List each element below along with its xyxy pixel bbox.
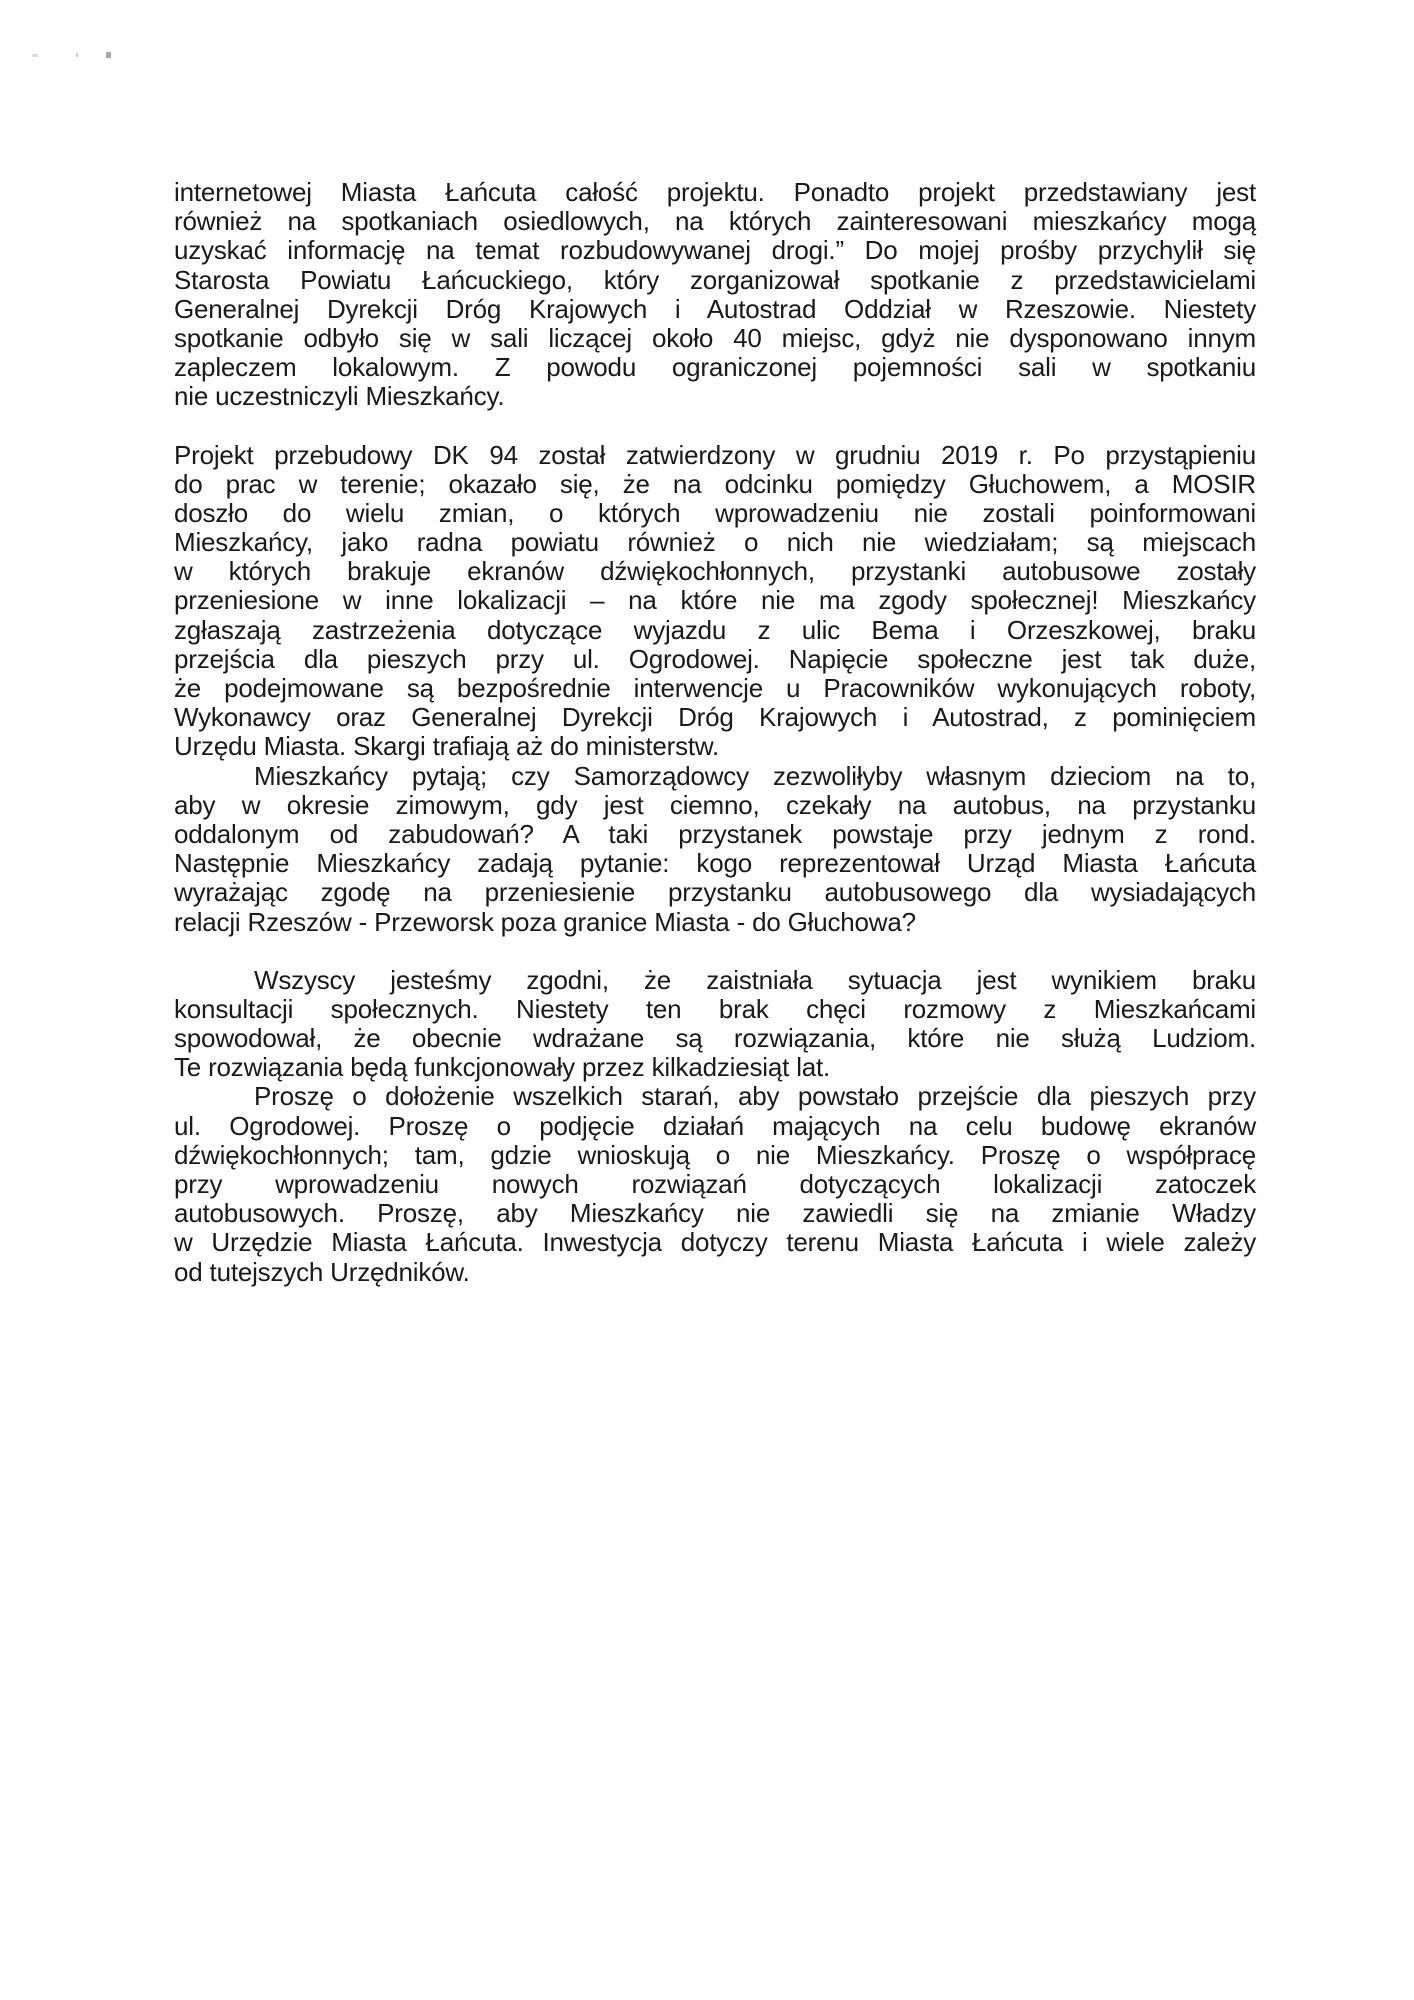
text-line: dźwiękochłonnych; tam, gdzie wnioskują o nie Mieszkańcy. Proszę o współpracę <box>174 1139 1256 1170</box>
text-line: zgłaszają zastrzeżenia dotyczące wyjazdu z ulic Bema i Orzeszkowej, braku <box>174 614 1256 645</box>
paragraph-spacer <box>174 412 1256 441</box>
scan-dot <box>106 52 111 58</box>
text-line: Mieszkańcy, jako radna powiatu również o nich nie wiedziałam; są miejscach <box>174 527 1256 558</box>
text-line: relacji Rzeszów - Przeworsk poza granice Miasta - do Głuchowa? <box>174 906 916 937</box>
text-line: Mieszkańcy pytają; czy Samorządowcy zezwoliłyby własnym dzieciom na to, <box>254 760 1256 791</box>
text-line: od tutejszych Urzędników. <box>174 1256 470 1287</box>
text-line: w których brakuje ekranów dźwiękochłonnych, przystanki autobusowe zostały <box>174 556 1256 587</box>
scan-dot <box>32 54 38 57</box>
text-line: zapleczem lokalowym. Z powodu ograniczonej pojemności sali w spotkaniu <box>174 352 1256 383</box>
text-line: Wykonawcy oraz Generalnej Dyrekcji Dróg Krajowych i Autostrad, z pominięciem <box>174 702 1256 733</box>
text-line: Proszę o dołożenie wszelkich starań, aby powstało przejście dla pieszych przy <box>254 1081 1256 1112</box>
text-line: Generalnej Dyrekcji Dróg Krajowych i Autostrad Oddział w Rzeszowie. Niestety <box>174 293 1256 324</box>
scan-artifacts <box>28 50 128 62</box>
paragraph <box>174 762 1256 937</box>
text-line: do prac w terenie; okazało się, że na odcinku pomiędzy Głuchowem, a MOSIR <box>174 468 1256 499</box>
scan-dot <box>76 53 78 57</box>
text-line: aby w okresie zimowym, gdy jest ciemno, czekały na autobus, na przystanku <box>174 789 1256 820</box>
text-line: nie uczestniczyli Mieszkańcy. <box>174 381 505 412</box>
paragraph <box>174 178 1256 412</box>
text-line: Urzędu Miasta. Skargi trafiają aż do ministerstw. <box>174 731 720 762</box>
text-line: również na spotkaniach osiedlowych, na których zainteresowani mieszkańcy mogą <box>174 206 1256 237</box>
text-line: Projekt przebudowy DK 94 został zatwierdzony w grudniu 2019 r. Po przystąpieniu <box>174 439 1256 470</box>
text-line: uzyskać informację na temat rozbudowywanej drogi.” Do mojej prośby przychylił się <box>174 235 1256 266</box>
text-line: spotkanie odbyło się w sali liczącej około 40 miejsc, gdyż nie dysponowano innym <box>174 322 1256 353</box>
text-line: Wszyscy jesteśmy zgodni, że zaistniała sytuacja jest wynikiem braku <box>254 964 1256 995</box>
text-line: konsultacji społecznych. Niestety ten brak chęci rozmowy z Mieszkańcami <box>174 993 1256 1024</box>
text-line: przejścia dla pieszych przy ul. Ogrodowej. Napięcie społeczne jest tak duże, <box>174 643 1256 674</box>
text-line: w Urzędzie Miasta Łańcuta. Inwestycja dotyczy terenu Miasta Łańcuta i wiele zależy <box>174 1227 1256 1258</box>
paragraph <box>174 1082 1256 1286</box>
text-line: Te rozwiązania będą funkcjonowały przez kilkadziesiąt lat. <box>174 1052 831 1083</box>
text-line: doszło do wielu zmian, o których wprowadzeniu nie zostali poinformowani <box>174 497 1256 528</box>
text-line: przeniesione w inne lokalizacji – na które nie ma zgody społecznej! Mieszkańcy <box>174 585 1256 616</box>
text-line: przy wprowadzeniu nowych rozwiązań dotyczących lokalizacji zatoczek <box>174 1169 1256 1199</box>
text-line: Starosta Powiatu Łańcuckiego, który zorganizował spotkanie z przedstawicielami <box>174 264 1256 295</box>
paragraph-spacer <box>174 937 1256 966</box>
paragraph <box>174 966 1256 1083</box>
text-line: internetowej Miasta Łańcuta całość projektu. Ponadto projekt przedstawiany jest <box>174 177 1256 207</box>
text-line: wyrażając zgodę na przeniesienie przystanku autobusowego dla wysiadających <box>174 877 1256 908</box>
paragraph <box>174 441 1256 762</box>
text-line: że podejmowane są bezpośrednie interwencje u Pracowników wykonujących roboty, <box>174 673 1256 703</box>
text-line: autobusowych. Proszę, aby Mieszkańcy nie zawiedli się na zmianie Władzy <box>174 1198 1256 1229</box>
text-line: ul. Ogrodowej. Proszę o podjęcie działań mających na celu budowę ekranów <box>174 1110 1256 1141</box>
text-line: spowodował, że obecnie wdrażane są rozwiązania, które nie służą Ludziom. <box>174 1023 1256 1054</box>
text-line: Następnie Mieszkańcy zadają pytanie: kogo reprezentował Urząd Miasta Łańcuta <box>174 848 1256 879</box>
text-line: oddalonym od zabudowań? A taki przystanek powstaje przy jednym z rond. <box>174 818 1256 849</box>
letter-body <box>174 178 1256 1287</box>
